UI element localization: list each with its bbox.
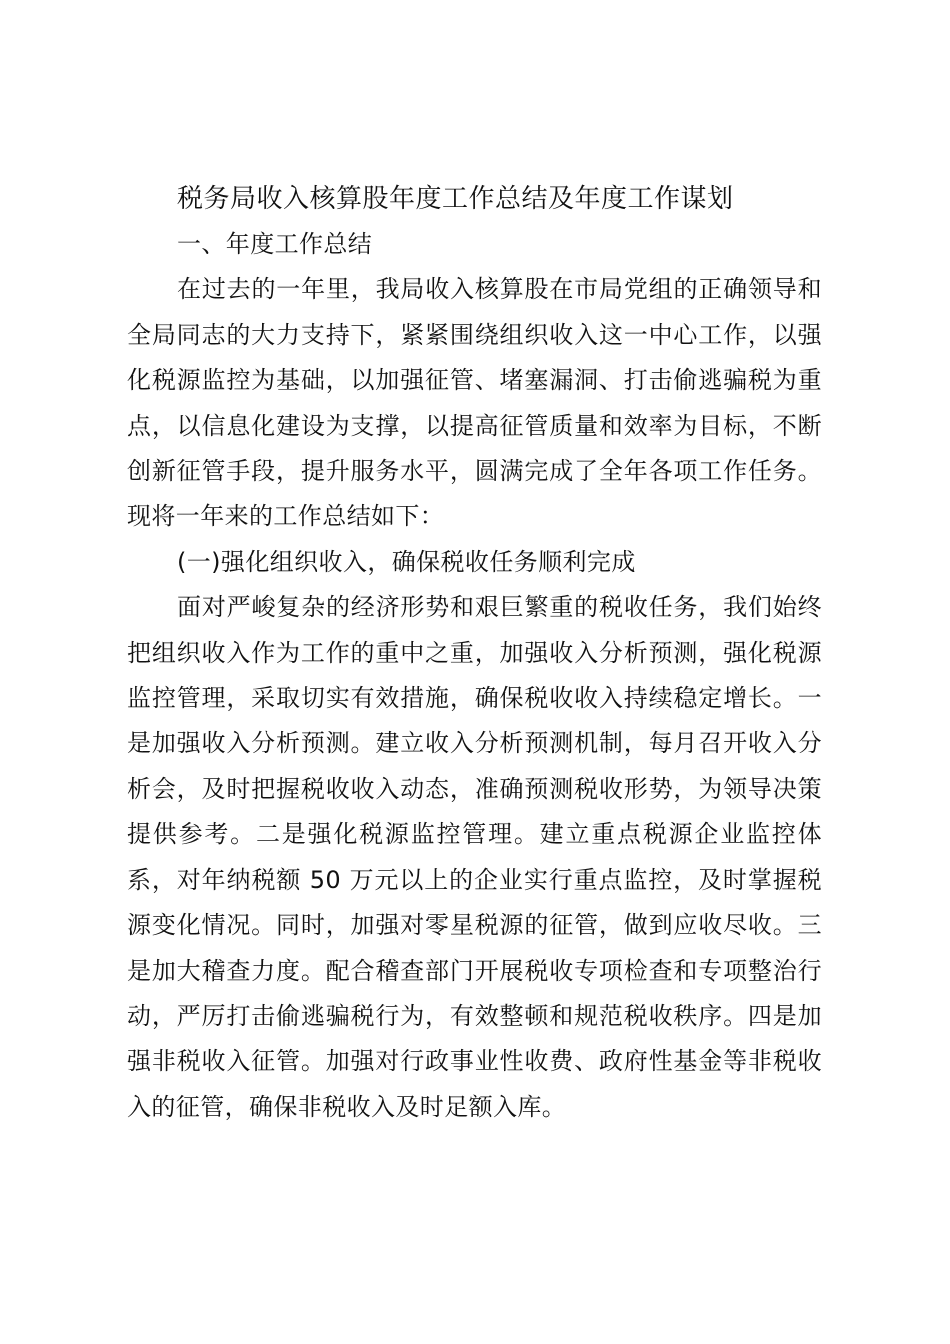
document-body xyxy=(127,176,822,1130)
section-heading: 一、年度工作总结 xyxy=(177,230,373,258)
body-paragraph: 面对严峻复杂的经济形势和艰巨繁重的税收任务，我们始终把组织收入作为工作的重中之重，加强收入分析预测，强化税源监控管理，采取切实有效措施，确保税收收入持续稳定增长。一是加强收入分析预测。建立收入分析预测机制，每月召开收入分析会，及时把握税收收入动态，准确预测税收形势，为领导决策提供参考。二是强化税源监控管理。建立重点税源企业监控体系，对年纳税额 50 万元以上的企业实行重点监控，及时掌握税源变化情况。同时，加强对零星税源的征管，做到应收尽收。三是加大稽查力度。配合稽查部门开展税收专项检查和专项整治行动，严厉打击偷逃骗税行为，有效整顿和规范税收秩序。四是加强非税收入征管。加强对行政事业性收费、政府性基金等非税收入的征管，确保非税收入及时足额入库。 xyxy=(127,593,822,1121)
document-title: 税务局收入核算股年度工作总结及年度工作谋划 xyxy=(177,184,734,214)
subsection-heading: (一)强化组织收入，确保税收任务顺利完成 xyxy=(177,547,636,576)
intro-paragraph: 在过去的一年里，我局收入核算股在市局党组的正确领导和全局同志的大力支持下，紧紧围绕组织收入这一中心工作，以强化税源监控为基础，以加强征管、堵塞漏洞、打击偷逃骗税为重点，以信息化建设为支撑，以提高征管质量和效率为目标，不断创新征管手段，提升服务水平，圆满完成了全年各项工作任务。现将一年来的工作总结如下： xyxy=(127,275,822,531)
